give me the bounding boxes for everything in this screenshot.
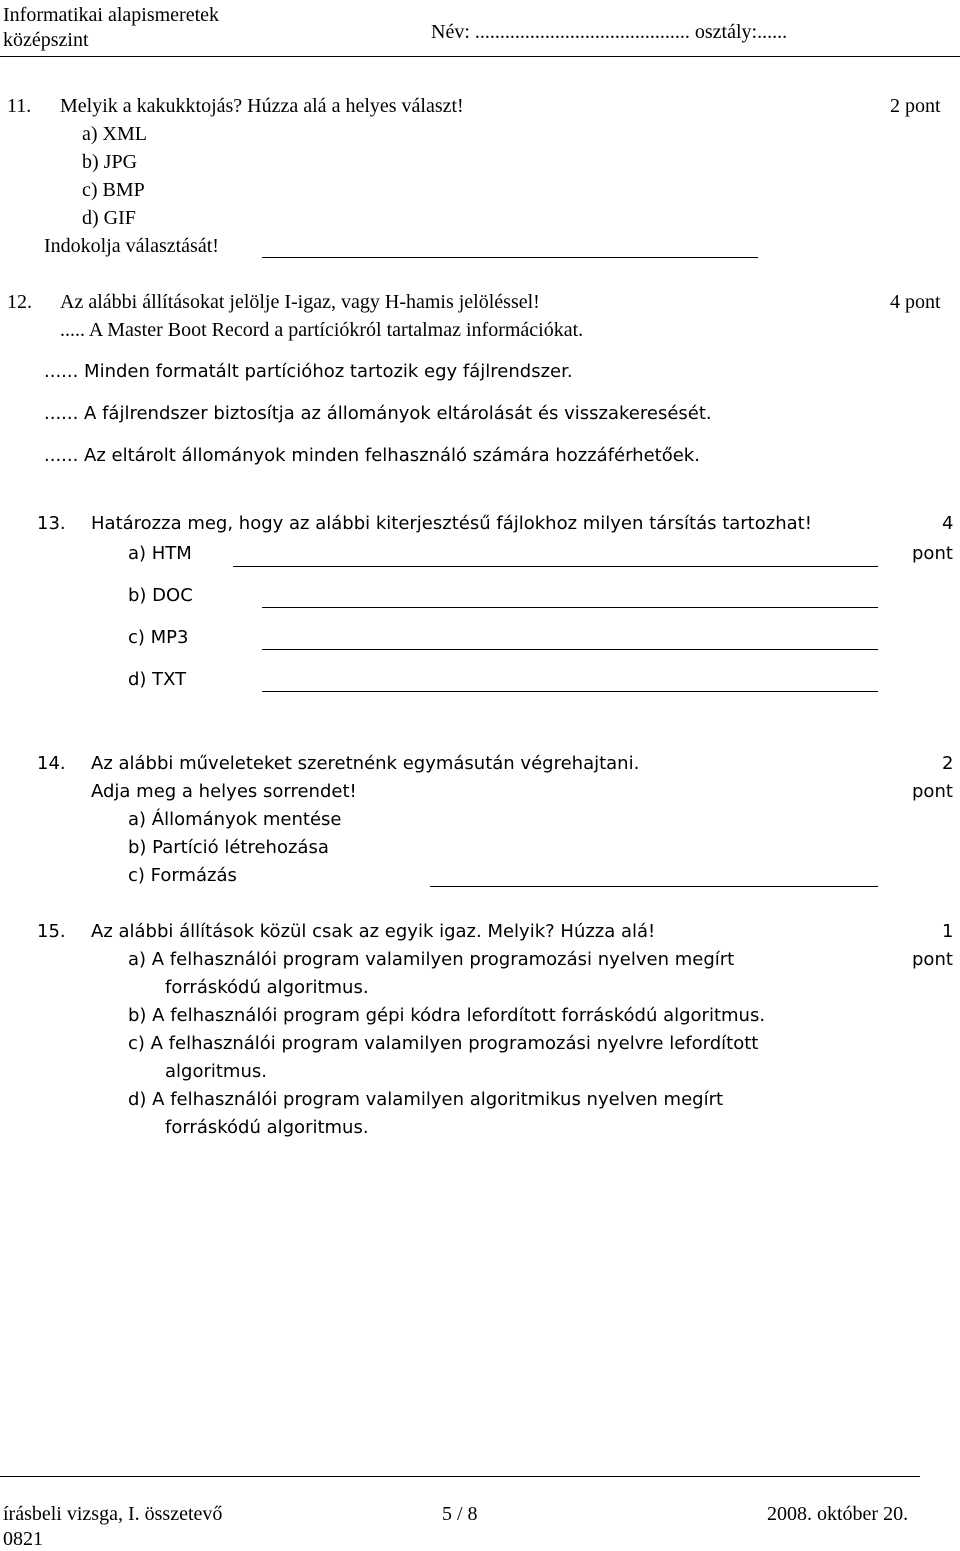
q12-points: 4 pont [890,291,941,313]
q15-points-unit: pont [912,949,953,970]
q15-option-continuation: forráskódú algoritmus. [165,1117,369,1138]
name-class-field: Név: ........................................... osztály:...... [431,21,788,43]
q15-option: c) A felhasználói program valamilyen programozási nyelvre lefordított [128,1033,759,1054]
q13-points-unit: pont [912,543,953,564]
q13-number: 13. [37,513,66,534]
q15-text: Az alábbi állítások közül csak az egyik igaz. Melyik? Húzza alá! [91,921,656,942]
footer-rule [0,1476,920,1477]
q13-answer-line[interactable] [262,649,878,650]
q15-option: b) A felhasználói program gépi kódra lefordított forráskódú algoritmus. [128,1005,766,1026]
q11-option: a) XML [82,123,147,145]
q11-option: b) JPG [82,151,138,173]
q13-item: b) DOC [128,585,193,606]
q13-points-number: 4 [942,513,954,534]
header-rule [0,56,960,57]
q12-statement: ...... Az eltárolt állományok minden felhasználó számára hozzáférhetőek. [44,445,700,466]
header-subject: Informatikai alapismeretek [3,4,220,26]
q11-number: 11. [7,95,32,117]
q15-option: d) A felhasználói program valamilyen algoritmikus nyelven megírt [128,1089,724,1110]
q11-points: 2 pont [890,95,941,117]
q15-option-continuation: forráskódú algoritmus. [165,977,369,998]
q11-text: Melyik a kakukktojás? Húzza alá a helyes választ! [60,95,464,117]
q13-item: a) HTM [128,543,192,564]
q13-item: d) TXT [128,669,187,690]
q14-item: c) Formázás [128,865,237,886]
footer-exam: írásbeli vizsga, I. összetevő [3,1503,223,1525]
q12-statement: ...... A fájlrendszer biztosítja az állományok eltárolását és visszakeresését. [44,403,712,424]
q15-option: a) A felhasználói program valamilyen programozási nyelven megírt [128,949,735,970]
q14-item: a) Állományok mentése [128,809,342,830]
q14-answer-line[interactable] [430,886,878,887]
footer-code: 0821 [3,1528,43,1550]
q12-statement: ...... Minden formatált partícióhoz tartozik egy fájlrendszer. [44,361,573,382]
q12-number: 12. [7,291,32,313]
q11-answer-line[interactable] [262,257,758,258]
q14-subtext: Adja meg a helyes sorrendet! [91,781,357,802]
q13-answer-line[interactable] [262,607,878,608]
q13-answer-line[interactable] [233,566,878,567]
q11-option: d) GIF [82,207,136,229]
q14-points-number: 2 [942,753,954,774]
q14-text: Az alábbi műveleteket szeretnénk egymásután végrehajtani. [91,753,640,774]
q14-points-unit: pont [912,781,953,802]
q11-prompt: Indokolja választását! [44,235,219,257]
footer-date: 2008. október 20. [767,1503,909,1525]
q15-number: 15. [37,921,66,942]
q11-option: c) BMP [82,179,145,201]
q13-answer-line[interactable] [262,691,878,692]
q12-statement: ..... A Master Boot Record a partíciókról tartalmaz információkat. [60,319,584,341]
q13-text: Határozza meg, hogy az alábbi kiterjesztésű fájlokhoz milyen társítás tartozhat! [91,513,812,534]
q13-item: c) MP3 [128,627,189,648]
q14-item: b) Partíció létrehozása [128,837,329,858]
q12-text: Az alábbi állításokat jelölje I-igaz, vagy H-hamis jelöléssel! [60,291,540,313]
q15-points-number: 1 [942,921,954,942]
q14-number: 14. [37,753,66,774]
header-level: középszint [3,29,89,51]
q15-option-continuation: algoritmus. [165,1061,267,1082]
footer-page-number: 5 / 8 [442,1503,478,1525]
